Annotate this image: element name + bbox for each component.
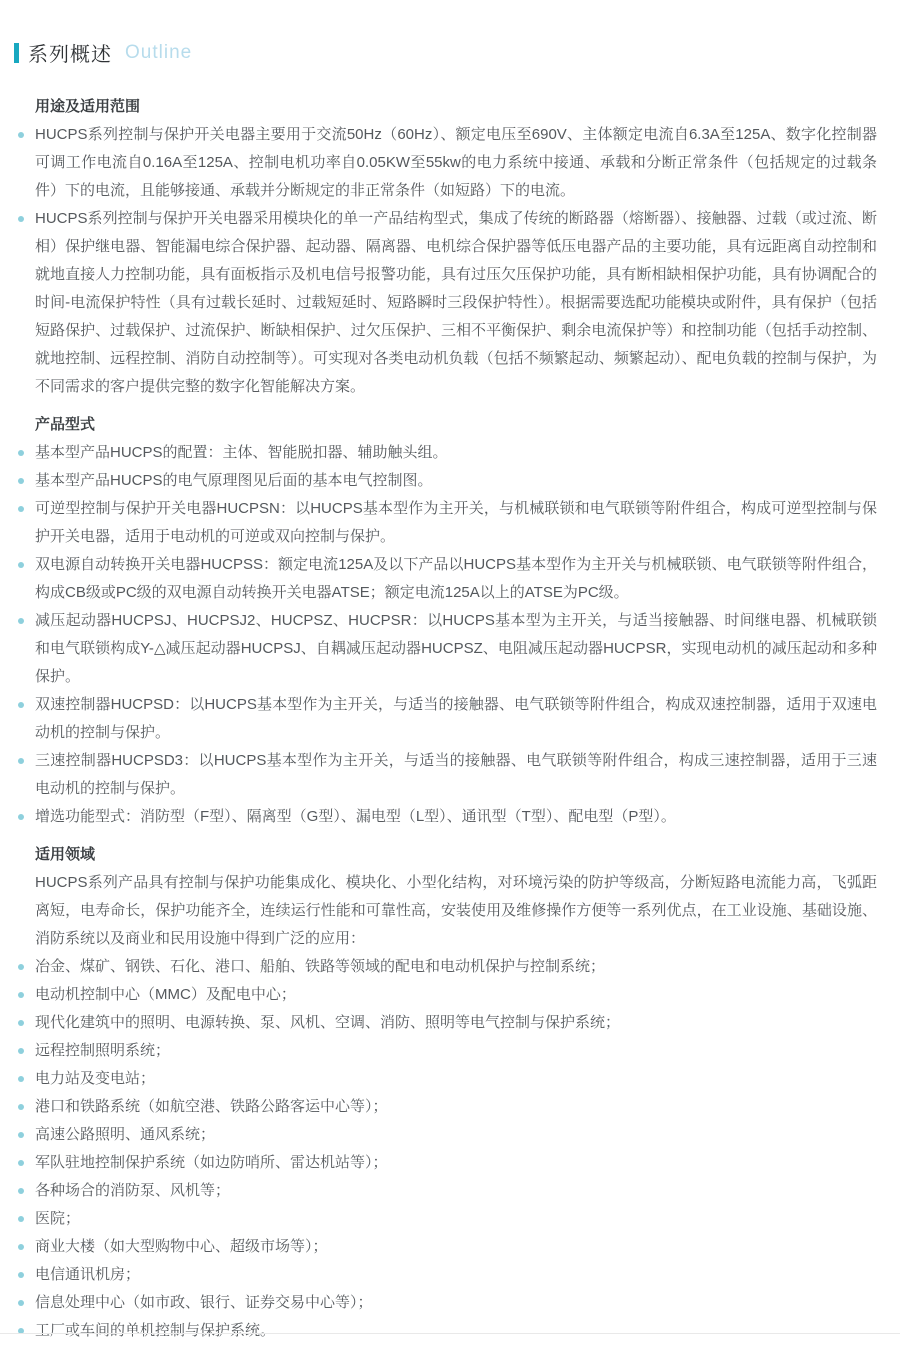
bullet-icon: [18, 1020, 24, 1026]
bullet-text: 信息处理中心（如市政、银行、证券交易中心等）；: [35, 1294, 373, 1311]
page-title: 系列概述: [28, 44, 112, 66]
list-item: [35, 1233, 877, 1261]
bullet-icon: [18, 132, 24, 138]
bullet-text: HUCPS系列控制与保护开关电器采用模块化的单一产品结构型式，集成了传统的断路器（熔断器）、接触器、过载（或过流、断相）保护继电器、智能漏电综合保护器、起动器、隔离器、电机综合保护器等低压电器产品的主要功能，具有远距离自动控制和就地直接人力控制功能，具有面板指示及机电信号报警功能，具有过压欠压保护功能，具有断相缺相保护功能，具有协调配合的时间-电流保护特性（具有过载长延时、过载短延时、短路瞬时三段保护特性）。根据需要选配功能模块或附件，具有保护（包括短路保护、过载保护、过流保护、断缺相保护、过欠压保护、三相不平衡保护、剩余电流保护等）和控制功能（包括手动控制、就地控制、远程控制、消防自动控制等）。可实现对各类电动机负载（包括不频繁起动、频繁起动）、配电负载的控制与保护，为不同需求的客户提供完整的数字化智能解决方案。: [35, 210, 877, 395]
section-application-fields: [35, 845, 877, 1345]
bullet-icon: [18, 1272, 24, 1278]
bullet-text: 增选功能型式：消防型（F型）、隔离型（G型）、漏电型（L型）、通讯型（T型）、配电型（P型）。: [35, 808, 676, 825]
list-item: [35, 1037, 877, 1065]
bullet-icon: [18, 216, 24, 222]
bottom-divider: [0, 1333, 900, 1334]
list-item: [35, 1149, 877, 1177]
bullet-text: 港口和铁路系统（如航空港、铁路公路客运中心等）；: [35, 1098, 388, 1115]
section-product-types: [35, 415, 877, 831]
usage-bullet-list: [35, 121, 877, 401]
section-usage-scope: [35, 97, 877, 401]
page-header: [14, 0, 900, 67]
list-item: [35, 1093, 877, 1121]
list-item: [35, 1205, 877, 1233]
bullet-icon: [18, 814, 24, 820]
bullet-icon: [18, 1188, 24, 1194]
list-item: [35, 121, 877, 205]
bullet-icon: [18, 1244, 24, 1250]
bullet-text: 各种场合的消防泵、风机等；: [35, 1182, 231, 1199]
bullet-text: 商业大楼（如大型购物中心、超级市场等）；: [35, 1238, 328, 1255]
bullet-text: 基本型产品HUCPS的电气原理图见后面的基本电气控制图。: [35, 472, 433, 489]
bullet-icon: [18, 702, 24, 708]
list-item: [35, 1065, 877, 1093]
bullet-text: 双电源自动转换开关电器HUCPSS：额定电流125A及以下产品以HUCPS基本型作为主开关与机械联锁、电气联锁等附件组合，构成CB级或PC级的双电源自动转换开关电器ATSE；额定电流125A以上的ATSE为PC级。: [35, 556, 877, 601]
application-bullet-list: [35, 953, 877, 1345]
list-item: [35, 981, 877, 1009]
application-intro-paragraph: HUCPS系列产品具有控制与保护功能集成化、模块化、小型化结构，对环境污染的防护等级高，分断短路电流能力高，飞弧距离短，电寿命长，保护功能齐全，连续运行性能和可靠性高，安装使用及维修操作方便等一系列优点，在工业设施、基础设施、消防系统以及商业和民用设施中得到广泛的应用：: [35, 874, 877, 947]
bullet-text: 冶金、煤矿、钢铁、石化、港口、船舶、铁路等领域的配电和电动机保护与控制系统；: [35, 958, 606, 975]
list-item: [35, 467, 877, 495]
bullet-text: 军队驻地控制保护系统（如边防哨所、雷达机站等）；: [35, 1154, 388, 1171]
list-item: [35, 1009, 877, 1037]
bullet-icon: [18, 964, 24, 970]
product-type-bullet-list: [35, 439, 877, 831]
bullet-text: 电动机控制中心（MMC）及配电中心；: [35, 986, 296, 1003]
bullet-icon: [18, 618, 24, 624]
page-subtitle: Outline: [125, 41, 193, 63]
accent-bar-icon: [14, 43, 19, 63]
bullet-icon: [18, 478, 24, 484]
bullet-icon: [18, 506, 24, 512]
bullet-icon: [18, 450, 24, 456]
list-item: [35, 1177, 877, 1205]
bullet-icon: [18, 1104, 24, 1110]
section-heading: 产品型式: [35, 416, 96, 433]
list-item: [35, 205, 877, 401]
list-item: [35, 747, 877, 803]
bullet-text: 电信通讯机房；: [35, 1266, 141, 1283]
bullet-icon: [18, 1216, 24, 1222]
bullet-text: 现代化建筑中的照明、电源转换、泵、风机、空调、消防、照明等电气控制与保护系统；: [35, 1014, 621, 1031]
bullet-text: 可逆型控制与保护开关电器HUCPSN：以HUCPS基本型作为主开关，与机械联锁和电气联锁等附件组合，构成可逆型控制与保护开关电器，适用于电动机的可逆或双向控制与保护。: [35, 500, 877, 545]
bullet-text: 三速控制器HUCPSD3：以HUCPS基本型作为主开关，与适当的接触器、电气联锁等附件组合，构成三速控制器，适用于三速电动机的控制与保护。: [35, 752, 877, 797]
section-heading: 用途及适用范围: [35, 98, 141, 115]
list-item: [35, 1317, 877, 1345]
bullet-text: 双速控制器HUCPSD：以HUCPS基本型作为主开关，与适当的接触器、电气联锁等附件组合，构成双速控制器，适用于双速电动机的控制与保护。: [35, 696, 877, 741]
bullet-icon: [18, 1132, 24, 1138]
bullet-icon: [18, 992, 24, 998]
page-content: [0, 97, 900, 1345]
bullet-text: 工厂或车间的单机控制与保护系统。: [35, 1322, 276, 1339]
bullet-text: 远程控制照明系统；: [35, 1042, 171, 1059]
list-item: [35, 1289, 877, 1317]
list-item: [35, 439, 877, 467]
list-item: [35, 691, 877, 747]
list-item: [35, 495, 877, 551]
bullet-icon: [18, 758, 24, 764]
list-item: [35, 953, 877, 981]
bullet-icon: [18, 1160, 24, 1166]
bullet-text: 电力站及变电站；: [35, 1070, 156, 1087]
list-item: [35, 1261, 877, 1289]
bullet-text: 减压起动器HUCPSJ、HUCPSJ2、HUCPSZ、HUCPSR：以HUCPS基本型为主开关，与适当接触器、时间继电器、机械联锁和电气联锁构成Y-△减压起动器HUCPSJ、自耦减压起动器HUCPSZ、电阻减压起动器HUCPSR，实现电动机的减压起动和多种保护。: [35, 612, 877, 685]
bullet-icon: [18, 562, 24, 568]
bullet-text: 基本型产品HUCPS的配置：主体、智能脱扣器、辅助触头组。: [35, 444, 448, 461]
list-item: [35, 607, 877, 691]
list-item: [35, 803, 877, 831]
bullet-icon: [18, 1076, 24, 1082]
bullet-text: HUCPS系列控制与保护开关电器主要用于交流50Hz（60Hz）、额定电压至690V、主体额定电流自6.3A至125A、数字化控制器可调工作电流自0.16A至125A、控制电机功率自0.05KW至55kw的电力系统中接通、承载和分断正常条件（包括规定的过载条件）下的电流，且能够接通、承载并分断规定的非正常条件（如短路）下的电流。: [35, 126, 877, 199]
section-heading: 适用领域: [35, 846, 96, 863]
bullet-text: 医院；: [35, 1210, 81, 1227]
bullet-icon: [18, 1300, 24, 1306]
list-item: [35, 551, 877, 607]
bullet-icon: [18, 1048, 24, 1054]
list-item: [35, 1121, 877, 1149]
bullet-text: 高速公路照明、通风系统；: [35, 1126, 216, 1143]
